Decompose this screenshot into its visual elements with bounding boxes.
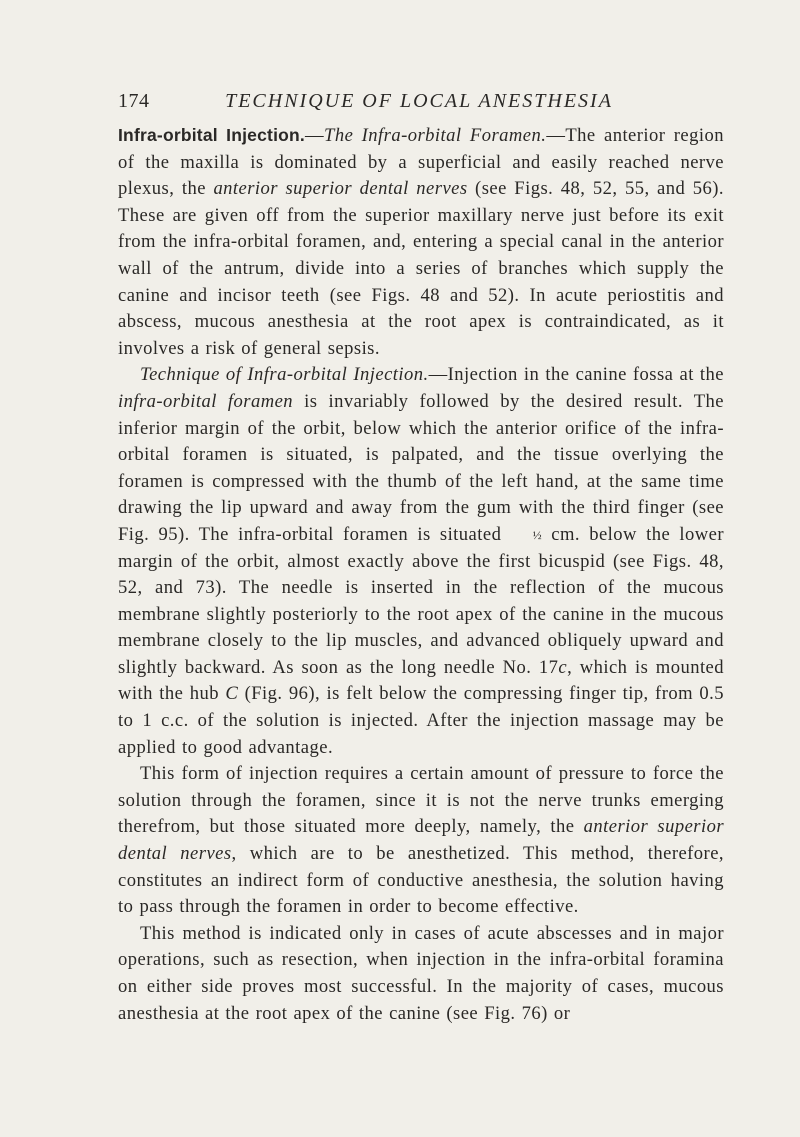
paragraph (118, 362, 724, 761)
text-run: is invariably followed by the desired result. The inferior margin of the orbit, below which the anterior orifice of the infra-orbital foramen is situated, is palpated, and the tissue overlying the foramen is compressed with the thumb of the left hand, at the same time drawing the lip upward and away from the gum with the third finger (see Fig. 95). The infra-orbital foramen is situated (118, 390, 724, 545)
body-text (118, 122, 724, 1027)
text-run: This method is indicated only in cases of acute abscesses and in major operations, such as resection, when injection in the infra-orbital foramina on either side proves most successful. In the majority of cases, mucous anesthesia at the root apex of the canine (see Fig. 76) or (118, 922, 724, 1024)
running-header (118, 90, 720, 120)
text-run: (Fig. 96), is felt below the compressing finger tip, from 0.5 to 1 c.c. of the solution is injected. After the injection massage may be applied to good advantage. (118, 683, 724, 758)
paragraph (118, 122, 724, 362)
fraction: ½ (532, 527, 543, 542)
text-run: — (304, 125, 325, 146)
section-heading: Infra-orbital Injection. (118, 125, 305, 145)
italic-text: Technique of Infra-orbital Injection. (140, 364, 429, 386)
text-run: —The anterior region of the maxilla is dominated by a superficial and easily reached nerve plexus, the (118, 125, 724, 200)
italic-text: anterior superior dental nerves (118, 816, 725, 865)
text-run: cm. below the lower margin of the orbit, almost exactly above the first bicuspid (see Figs. 48, 52, and 73). The needle is inserted in the reflection of the mucous membrane slightly posteriorly to the root apex of the canine in the mucous membrane closely to the lip muscles, and advanced obliquely upward and slightly backward. As soon as the long needle No. 17 (118, 523, 725, 678)
italic-text: The Infra-orbital Foramen. (324, 125, 547, 146)
page-number: 174 (118, 90, 150, 112)
paragraph (118, 921, 724, 1027)
italic-text: C (225, 683, 239, 705)
text-run: , which is mounted with the hub (118, 656, 725, 705)
text-run: (see Figs. 48, 52, 55, and 56). These are given off from the superior maxillary nerve just before its exit from the infra-orbital foramen, and, entering a special canal in the anterior wall of the antrum, divide into a series of branches which supply the canine and incisor teeth (see Figs. 48 and 52). In acute periostitis and abscess, mucous anesthesia at the root apex is contraindicated, as it involves a risk of general sepsis. (118, 178, 724, 359)
text-run: , which are to be anesthetized. This method, therefore, constitutes an indirect form of conductive anesthesia, the solution having to pass through the foramen in order to become effective. (118, 843, 724, 918)
italic-text: c (558, 656, 568, 678)
paragraph (118, 761, 724, 921)
text-run: This form of injection requires a certain amount of pressure to force the solution through the foramen, since it is not the nerve trunks emerging therefrom, but those situated more deeply, namely, the (118, 763, 724, 838)
italic-text: anterior superior dental nerves (213, 178, 468, 200)
text-run: —Injection in the canine fossa at the (428, 364, 724, 386)
running-title: TECHNIQUE OF LOCAL ANESTHESIA (225, 90, 613, 112)
italic-text: infra-orbital foramen (118, 390, 294, 412)
